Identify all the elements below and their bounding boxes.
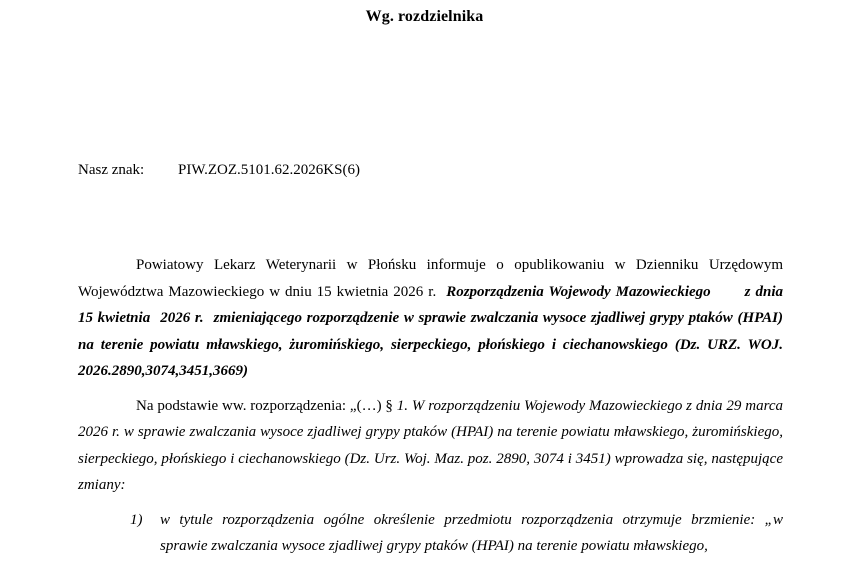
paragraph-legal-basis	[78, 393, 783, 499]
regulation-title-part-1: Rozporządzenia Wojewody Mazowieckiego	[446, 283, 711, 300]
list-item-marker: 1)	[130, 511, 143, 528]
reference-number-value: PIW.ZOZ.5101.62.2026KS(6)	[178, 162, 360, 178]
regulation-title-part-2: z dnia 15 kwietnia	[78, 283, 783, 326]
legal-basis-plain-text: Na podstawie ww. rozporządzenia: „(…) §	[136, 397, 393, 414]
legal-basis-italic-text: 1. W rozporządzeniu Wojewody Mazowieckiego z dnia 29 marca 2026 r. w sprawie zwalczania wysoce zjadliwej grypy ptaków (HPAI) na terenie powiatu mławskiego, żuromińskiego, sierpeckiego, płońskiego i ciechanowskiego (Dz. Urz. Woj. Maz. poz. 2890, 3074 i 3451) wprowadza się, następujące zmiany:	[78, 397, 784, 493]
document-body	[78, 252, 783, 560]
paragraph-publication-notice	[78, 252, 783, 385]
regulation-title-part-3: 2026 r.	[160, 310, 204, 326]
reference-number-line	[78, 162, 783, 179]
publication-notice-plain-text: Powiatowy Lekarz Weterynarii w Płońsku informuje o opublikowaniu w Dzienniku Urzędowym Województwa Mazowieckiego w dniu 15 kwietnia 2026 r.	[78, 257, 783, 300]
amendments-list	[78, 507, 783, 560]
reference-number-label: Nasz znak:	[78, 162, 145, 178]
addressee-heading: Wg. rozdzielnika	[365, 8, 484, 25]
list-item	[78, 507, 783, 560]
regulation-title-part-4: zmieniającego rozporządzenie w sprawie zwalczania wysoce zjadliwej grypy ptaków (HPAI) na terenie powiatu mławskiego, żuromińskiego, sierpeckiego, płońskiego i ciechanowskiego (Dz. URZ. WOJ. 2026.2890,3074,3451,3669)	[78, 310, 783, 379]
list-item-text: w tytule rozporządzenia ogólne określenie przedmiotu rozporządzenia otrzymuje brzmienie: „w sprawie zwalczania wysoce zjadliwej grypy ptaków (HPAI) na terenie powiatu mławskiego,	[160, 511, 783, 554]
